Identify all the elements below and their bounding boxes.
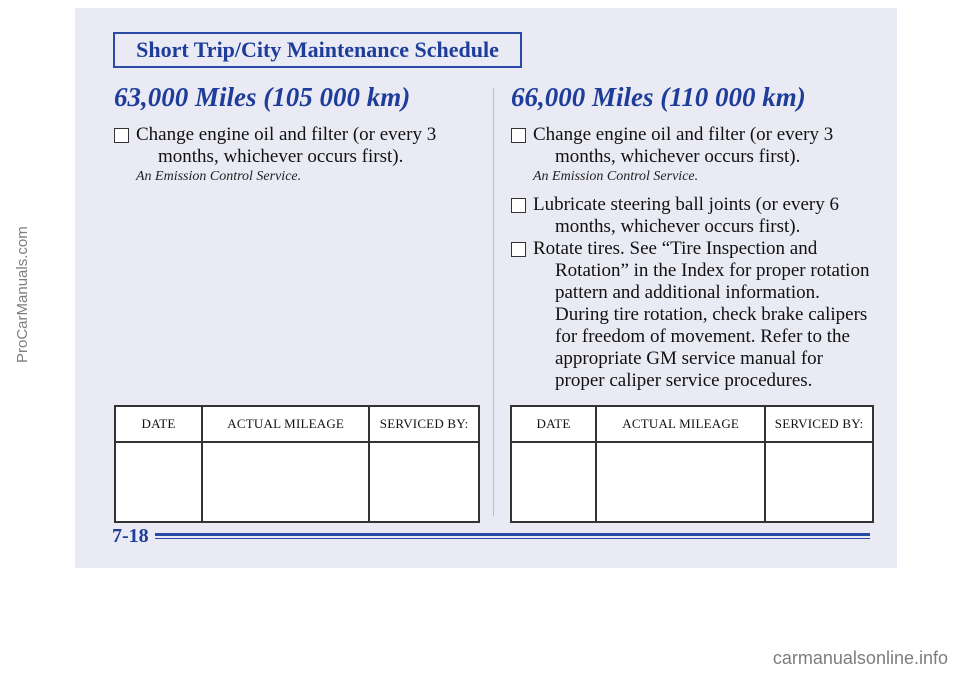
- date-cell[interactable]: [115, 442, 202, 522]
- serviced-by-cell[interactable]: [765, 442, 873, 522]
- left-interval-title: 63,000 Miles (105 000 km): [114, 82, 411, 112]
- item-text: Change engine oil and filter (or every 3 months, whichever occurs first).: [533, 124, 834, 167]
- footer-rule: [155, 533, 870, 536]
- footer-rule-thin: [155, 538, 870, 539]
- page-number: 7-18: [112, 525, 149, 547]
- checkbox-icon[interactable]: [114, 128, 129, 143]
- bottom-watermark: carmanualsonline.info: [772, 648, 948, 668]
- date-cell[interactable]: [511, 442, 596, 522]
- right-item-lubricate: [511, 194, 871, 238]
- right-service-record-table: [510, 405, 874, 523]
- section-header: Short Trip/City Maintenance Schedule: [113, 32, 522, 68]
- checkbox-icon[interactable]: [511, 128, 526, 143]
- date-header: DATE: [115, 406, 202, 442]
- date-header: DATE: [511, 406, 596, 442]
- column-divider: [493, 88, 494, 516]
- actual-mileage-header: ACTUAL MILEAGE: [202, 406, 369, 442]
- actual-mileage-cell[interactable]: [596, 442, 765, 522]
- right-item-rotate-tires: [511, 238, 871, 392]
- item-text: Rotate tires. See “Tire Inspection and Rotation” in the Index for proper rotation pattern and additional information. During tire rotation, check brake calipers for freedom of movement. Refer to the appropriate GM service manual for proper caliper service procedures.: [533, 238, 870, 391]
- serviced-by-header: SERVICED BY:: [765, 406, 873, 442]
- actual-mileage-header: ACTUAL MILEAGE: [596, 406, 765, 442]
- item-text: Lubricate steering ball joints (or every 6 months, whichever occurs first).: [533, 194, 840, 237]
- right-interval-title: 66,000 Miles (110 000 km): [511, 82, 806, 112]
- side-watermark: ProCarManuals.com: [14, 226, 31, 364]
- left-service-record-table: [114, 405, 480, 523]
- left-item-oil-change: [114, 124, 474, 168]
- emission-note: An Emission Control Service.: [136, 169, 302, 184]
- serviced-by-header: SERVICED BY:: [369, 406, 479, 442]
- checkbox-icon[interactable]: [511, 198, 526, 213]
- right-item-oil-change: [511, 124, 871, 168]
- checkbox-icon[interactable]: [511, 242, 526, 257]
- serviced-by-cell[interactable]: [369, 442, 479, 522]
- item-text: Change engine oil and filter (or every 3 months, whichever occurs first).: [136, 124, 437, 167]
- emission-note: An Emission Control Service.: [533, 169, 699, 184]
- actual-mileage-cell[interactable]: [202, 442, 369, 522]
